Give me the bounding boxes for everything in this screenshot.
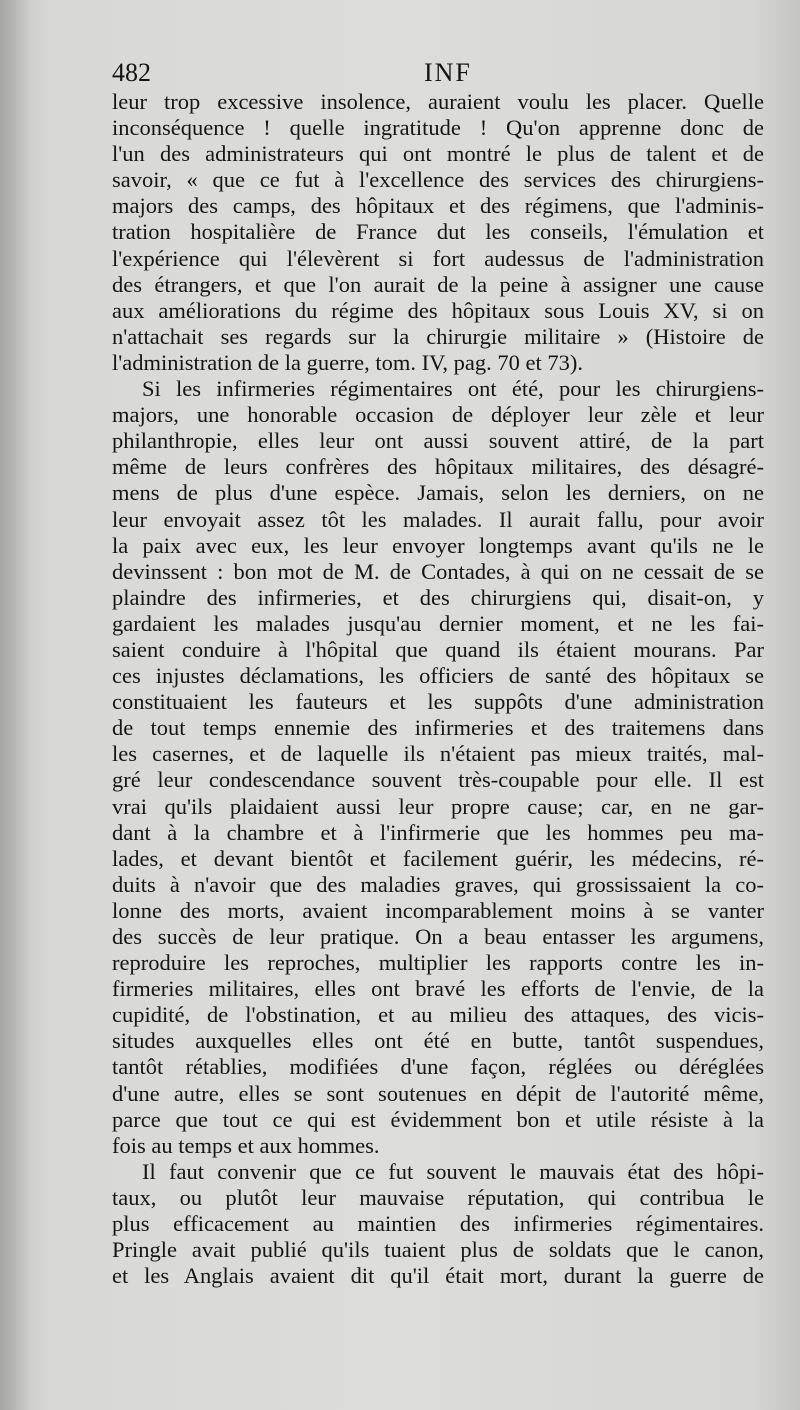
text-line: leur envoyait assez tôt les malades. Il aurait fallu, pour avoir	[112, 506, 764, 532]
text-line: vrai qu'ils plaidaient aussi leur propre cause; car, en ne gar-	[112, 793, 764, 819]
text-line: plaindre des infirmeries, et des chirurgiens qui, disait-on, y	[112, 584, 764, 610]
text-line: et les Anglais avaient dit qu'il était mort, durant la guerre de	[112, 1263, 764, 1289]
text-line: reproduire les reproches, multiplier les rapports contre les in-	[112, 950, 764, 976]
text-line: Il faut convenir que ce fut souvent le mauvais état des hôpi-	[142, 1158, 764, 1184]
body-text	[112, 89, 764, 1289]
page-number: 482	[112, 58, 151, 87]
text-line: firmeries militaires, elles ont bravé les efforts de l'envie, de la	[112, 976, 764, 1002]
text-line: n'attachait ses regards sur la chirurgie militaire » (Histoire de	[112, 323, 764, 349]
text-line: mens de plus d'une espèce. Jamais, selon les derniers, on ne	[112, 480, 764, 506]
text-line: leur trop excessive insolence, auraient voulu les placer. Quelle	[112, 89, 764, 114]
text-line: situdes auxquelles elles ont été en butte, tantôt suspendues,	[112, 1028, 764, 1054]
text-line: lades, et devant bientôt et facilement guérir, les médecins, ré-	[112, 845, 764, 871]
text-line: constituaient les fauteurs et les suppôts d'une administration	[112, 689, 764, 715]
text-line: même de leurs confrères des hôpitaux militaires, des désagré-	[112, 454, 764, 480]
text-line: philanthropie, elles leur ont aussi souvent attiré, de la part	[112, 428, 764, 454]
text-line: d'une autre, elles se sont soutenues en dépit de l'autorité même,	[112, 1080, 764, 1106]
text-line: l'un des administrateurs qui ont montré le plus de talent et de	[112, 141, 764, 167]
text-line: devinssent : bon mot de M. de Contades, à qui on ne cessait de se	[112, 558, 764, 584]
running-head: INF	[424, 58, 472, 87]
page-header	[112, 58, 760, 92]
text-line: savoir, « que ce fut à l'excellence des services des chirurgiens-	[112, 167, 764, 193]
text-line: l'administration de la guerre, tom. IV, pag. 70 et 73).	[112, 349, 584, 375]
text-line: les casernes, et de laquelle ils n'étaient pas mieux traités, mal-	[112, 741, 764, 767]
text-line: lonne des morts, avaient incomparablement moins à se vanter	[112, 897, 764, 923]
text-line: majors, une honorable occasion de déployer leur zèle et leur	[112, 402, 764, 428]
text-line: cupidité, de l'obstination, et au milieu des attaques, des vicis-	[112, 1002, 764, 1028]
text-line: tantôt rétablies, modifiées d'une façon, réglées ou déréglées	[112, 1054, 764, 1080]
text-line: gardaient les malades jusqu'au dernier moment, et ne les fai-	[112, 610, 764, 636]
text-line: des étrangers, et que l'on aurait de la peine à assigner une cause	[112, 271, 764, 297]
text-line: parce que tout ce qui est évidemment bon et utile résiste à la	[112, 1106, 764, 1132]
text-line: inconséquence ! quelle ingratitude ! Qu'on apprenne donc de	[112, 115, 764, 141]
text-line: gré leur condescendance souvent très-coupable pour elle. Il est	[112, 767, 764, 793]
text-line: Si les infirmeries régimentaires ont été, pour les chirurgiens-	[142, 376, 764, 402]
text-line: la paix avec eux, les leur envoyer longtemps avant qu'ils ne le	[112, 532, 764, 558]
text-line: aux améliorations du régime des hôpitaux sous Louis XV, si on	[112, 297, 764, 323]
text-line: l'expérience qui l'élevèrent si fort audessus de l'administration	[112, 245, 764, 271]
text-line: Pringle avait publié qu'ils tuaient plus de soldats que le canon,	[112, 1237, 764, 1263]
text-line: majors des camps, des hôpitaux et des régimens, que l'adminis-	[112, 193, 764, 219]
text-line: ces injustes déclamations, les officiers de santé des hôpitaux se	[112, 663, 764, 689]
binding-shadow	[0, 0, 30, 1410]
text-line: des succès de leur pratique. On a beau entasser les argumens,	[112, 924, 764, 949]
text-line: taux, ou plutôt leur mauvaise réputation, qui contribua le	[112, 1184, 764, 1210]
text-line: plus efficacement au maintien des infirmeries régimentaires.	[112, 1211, 764, 1237]
text-line: tration hospitalière de France dut les conseils, l'émulation et	[112, 219, 764, 245]
text-line: de tout temps ennemie des infirmeries et des traitemens dans	[112, 715, 764, 741]
text-line: dant à la chambre et à l'infirmerie que les hommes peu ma-	[112, 819, 764, 845]
text-line: fois au temps et aux hommes.	[112, 1132, 380, 1158]
text-line: duits à n'avoir que des maladies graves, qui grossissaient la co-	[112, 871, 764, 897]
text-line: saient conduire à l'hôpital que quand ils étaient mourans. Par	[112, 636, 764, 662]
